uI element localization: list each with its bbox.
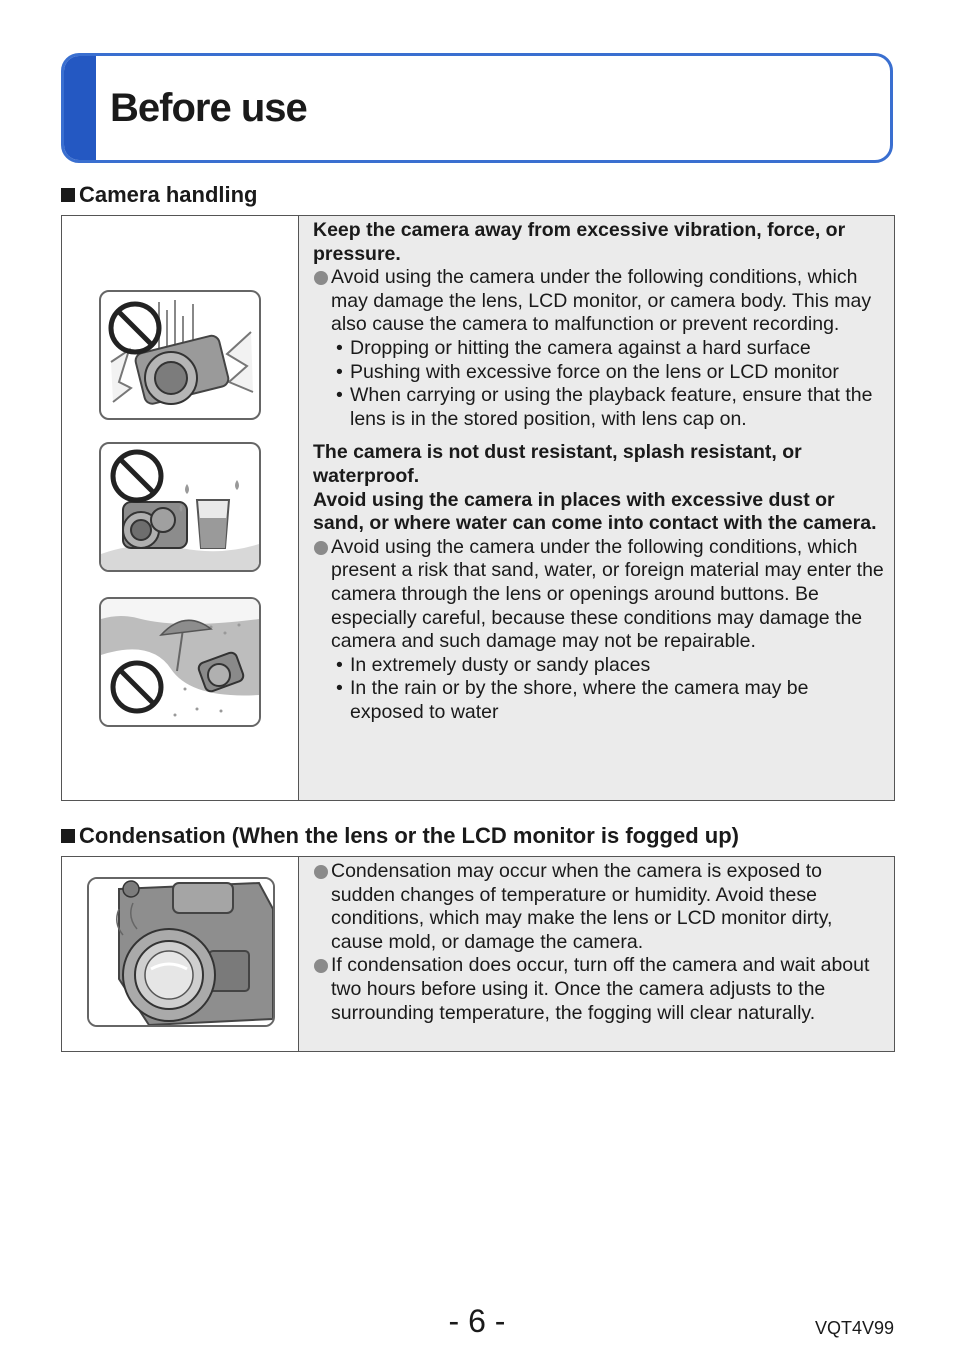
- illustration-column: [62, 216, 299, 800]
- bullet-text: Condensation may occur when the camera is exposed to sudden changes of temperature or humidity. Avoid these conditions, which may make the lens or LCD monitor dirty, cause mold, or damage the camera.: [331, 860, 833, 953]
- sub-item: • In the rain or by the shore, where the camera may be exposed to water: [336, 677, 809, 723]
- square-bullet-icon: [61, 188, 75, 202]
- bullet-text: Avoid using the camera under the following conditions, which may damage the lens, LCD monitor, or camera body. This may also cause the camera to malfunction or prevent recording.: [331, 266, 872, 336]
- square-bullet-icon: [61, 829, 75, 843]
- water-splash-illustration: [99, 442, 261, 572]
- page-title: Before use: [110, 86, 307, 130]
- dust-warning-heading: The camera is not dust resistant, splash resistant, or waterproof.: [313, 441, 802, 487]
- condensation-box: [61, 856, 895, 1052]
- bullet-dot-icon: [314, 541, 328, 555]
- section-heading-text: Condensation (When the lens or the LCD monitor is fogged up): [79, 823, 739, 848]
- sub-bullet-icon: •: [336, 384, 343, 407]
- vibration-warning-heading: Keep the camera away from excessive vibration, force, or pressure.: [313, 219, 846, 265]
- condensation-bullet: [313, 860, 884, 954]
- dust-warning-subheading: Avoid using the camera in places with excessive dust or sand, or where water can come into contact with the camera.: [313, 488, 877, 535]
- bullet-text: If condensation does occur, turn off the camera and wait about two hours before using it. Once the camera adjusts to the surrounding temperature, the fogging will clear naturally.: [331, 954, 870, 1024]
- sub-item: • Pushing with excessive force on the lens or LCD monitor: [336, 360, 839, 383]
- section-heading-text: Camera handling: [79, 182, 258, 207]
- illustration-column: [62, 857, 299, 1051]
- bullet-dot-icon: [314, 271, 328, 285]
- page-number: - 6 -: [448, 1303, 506, 1339]
- section-heading-condensation: [61, 823, 739, 849]
- condensation-bullet: [313, 954, 884, 1025]
- impact-illustration: [99, 290, 261, 420]
- section-heading-camera-handling: [61, 182, 257, 208]
- sub-bullet-icon: •: [336, 336, 343, 359]
- document-code: VQT4V99: [814, 1318, 894, 1338]
- vibration-bullet: [313, 266, 884, 337]
- bullet-dot-icon: [314, 959, 328, 973]
- camera-handling-box: [61, 215, 895, 801]
- condensation-text: [299, 857, 894, 1051]
- sub-bullet-icon: •: [336, 677, 343, 700]
- sub-item: • In extremely dusty or sandy places: [336, 653, 651, 676]
- fogged-camera-illustration: [87, 877, 275, 1027]
- sub-item: • When carrying or using the playback feature, ensure that the lens is in the stored position, with lens cap on.: [336, 384, 873, 430]
- dust-bullet: [313, 536, 884, 654]
- title-accent-bar: [64, 56, 96, 160]
- sub-bullet-icon: •: [336, 360, 343, 383]
- beach-sand-illustration: [99, 597, 261, 727]
- bullet-text: Avoid using the camera under the following conditions, which present a risk that sand, water, or foreign material may enter the camera through the lens or openings around buttons. Be especially careful, because these conditions may damage the camera and such damage may not be repairable.: [331, 535, 884, 653]
- sub-item: • Dropping or hitting the camera against a hard surface: [336, 336, 811, 359]
- camera-handling-text: [299, 216, 894, 800]
- sub-bullet-icon: •: [336, 653, 343, 676]
- bullet-dot-icon: [314, 865, 328, 879]
- title-box: [61, 53, 893, 163]
